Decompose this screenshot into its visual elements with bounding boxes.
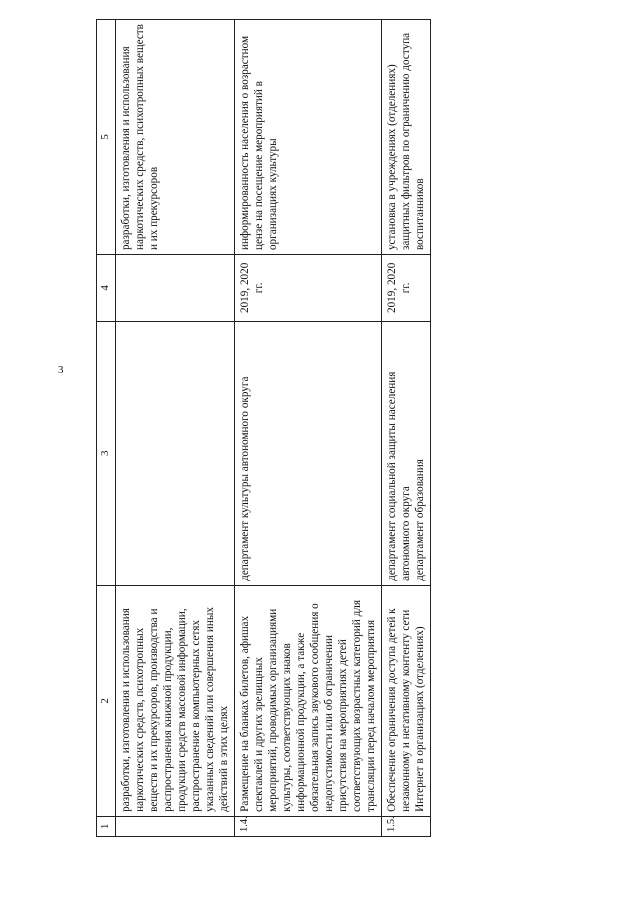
cell-executor xyxy=(115,321,234,585)
cell-num: 1.5. xyxy=(381,816,430,836)
cell-activity: разработки, изготовления и использования наркотических средств, психотропных веществ и их прекурсоров, производства и распространения книжной продукции, продукции средств массовой информации, распространение в компьютерных сетях указанных сведений или совершения иных действий в этих целях xyxy=(115,585,234,816)
col-header-3: 3 xyxy=(97,321,116,585)
column-number-header xyxy=(97,20,116,837)
page-number: 3 xyxy=(58,364,64,376)
cell-activity: Размещение на бланках билетов, афишах спектаклей и других зрелищных мероприятий, проводимых организациями культуры, соответствующих знаков информационной продукции, а также обязательная запись звукового сообщения о недопустимости или об ограничении присутствия на мероприятиях детей соответствующих возрастных категорий для трансляции перед началом мероприятия xyxy=(234,585,381,816)
cell-term xyxy=(115,255,234,322)
cell-num: 1.4. xyxy=(234,816,381,836)
cell-result: информированность населения о возрастном цензе на посещение мероприятий в организациях культуры xyxy=(234,20,381,255)
col-header-1: 1 xyxy=(97,816,116,836)
col-header-5: 5 xyxy=(97,20,116,255)
document-table-rotated xyxy=(96,19,611,837)
table-row xyxy=(234,20,381,837)
cell-executor: департамент культуры автономного округа xyxy=(234,321,381,585)
cell-result: установка в учреждениях (отделениях) защитных фильтров по ограничению доступа воспитанников xyxy=(381,20,430,255)
measures-table xyxy=(96,19,431,837)
cell-term: 2019, 2020 гг. xyxy=(234,255,381,322)
table-row xyxy=(115,20,234,837)
table-row xyxy=(381,20,430,837)
cell-activity: Обеспечение ограничения доступа детей к незаконному и негативному контенту сети Интернет в организациях (отделениях) xyxy=(381,585,430,816)
cell-executor xyxy=(381,321,430,585)
executor-line-2: департамент образования xyxy=(413,459,426,581)
executor-line-1: департамент социальной защиты населения автономного округа xyxy=(385,371,412,581)
cell-num xyxy=(115,816,234,836)
col-header-2: 2 xyxy=(97,585,116,816)
col-header-4: 4 xyxy=(97,255,116,322)
cell-result: разработки, изготовления и использования наркотических средств, психотропных веществ и их прекурсоров xyxy=(115,20,234,255)
cell-term: 2019, 2020 гг. xyxy=(381,255,430,322)
